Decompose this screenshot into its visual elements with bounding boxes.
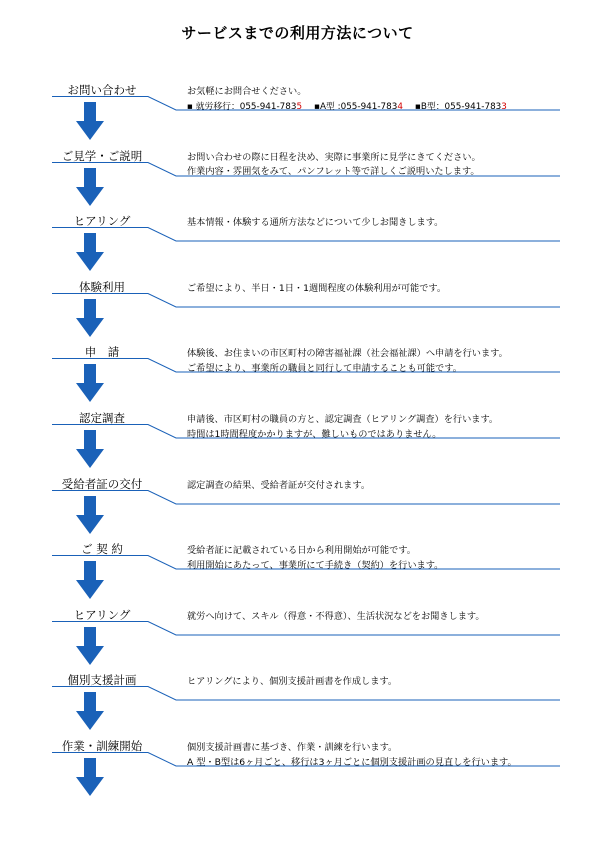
down-arrow-icon: [76, 364, 104, 402]
step-description: [187, 347, 508, 376]
down-arrow-icon: [76, 102, 104, 140]
description-line: お気軽にお問合せください。: [187, 86, 307, 97]
description-line: 利用開始にあたって、事業所にて手続き（契約）を行います。: [187, 559, 444, 571]
description-line: 時間は1時間程度かかりますが、難しいものではありません。: [187, 428, 442, 440]
down-arrow-icon: [76, 627, 104, 665]
description-line: ヒアリングにより、個別支援計画書を作成します。: [187, 676, 398, 688]
step-label: ご 契 約: [81, 542, 123, 557]
step-description: [187, 151, 481, 180]
flow-step: [0, 82, 595, 142]
page-title: サービスまでの利用方法について: [181, 24, 414, 42]
flow-step: [0, 541, 595, 601]
flow-step: [0, 738, 595, 798]
step-description: [187, 85, 507, 114]
step-description: [187, 610, 485, 625]
phone-number-text: ▪ 就労移行：055-941-783: [187, 101, 297, 112]
flow-step: [0, 672, 595, 732]
down-arrow-icon: [76, 168, 104, 206]
down-arrow-icon: [76, 692, 104, 730]
description-line: 個別支援計画書に基づき、作業・訓練を行います。: [187, 742, 398, 753]
step-label: ご見学・ご説明: [61, 148, 143, 163]
description-line: 基本情報・体験する通所方法などについて少しお聞きします。: [187, 217, 444, 229]
step-description: [187, 675, 397, 690]
phone-number-text: ▪A型 :055-941-783: [314, 101, 398, 112]
step-label: 申 請: [84, 345, 120, 360]
description-line: A 型・B型は6ヶ月ごと、移行は3ヶ月ごとに個別支援計画の見直しを行います。: [187, 756, 517, 768]
phone-number: [187, 100, 302, 115]
phone-numbers: [187, 100, 507, 115]
phone-number-last-digit: 4: [397, 101, 403, 112]
description-line: 認定調査の結果、受給者証が交付されます。: [187, 479, 371, 491]
down-arrow-icon: [76, 430, 104, 468]
description-line: 体験後、お住まいの市区町村の障害福祉課（社会福祉課）へ申請を行います。: [187, 348, 508, 360]
phone-number-text: ▪B型：055-941-783: [414, 101, 502, 112]
step-label: 作業・訓練開始: [61, 739, 143, 753]
step-label: お問い合わせ: [67, 83, 137, 97]
step-description: [187, 216, 443, 231]
step-label: 認定調査: [79, 411, 125, 425]
step-description: [187, 282, 446, 297]
phone-number: [314, 100, 403, 115]
down-arrow-icon: [76, 299, 104, 337]
step-description: [187, 479, 370, 494]
step-label: 個別支援計画: [67, 673, 137, 688]
step-label: ヒアリング: [73, 214, 131, 229]
step-description: [187, 413, 498, 442]
flow-step: [0, 279, 595, 339]
description-line: お問い合わせの際に日程を決め、実際に事業所に見学にきてください。: [187, 151, 481, 163]
flow-step: [0, 344, 595, 404]
description-line: 就労へ向けて、スキル（得意・不得意）、生活状況などをお聞きします。: [187, 610, 485, 622]
flow-step: [0, 148, 595, 208]
description-line: ご希望により、半日・1日・1週間程度の体験利用が可能です。: [187, 282, 447, 294]
description-line: ご希望により、事業所の職員と同行して申請することも可能です。: [187, 362, 462, 374]
step-label: ヒアリング: [73, 607, 131, 622]
step-label: 体験利用: [79, 279, 125, 294]
phone-number: [415, 100, 507, 115]
down-arrow-icon: [76, 233, 104, 271]
step-description: [187, 741, 517, 770]
flow-step: [0, 410, 595, 470]
flow-step: [0, 476, 595, 536]
description-line: 作業内容・雰囲気をみて、パンフレット等で詳しくご説明いたします。: [187, 166, 480, 178]
description-line: 受給者証に記載されている日から利用開始が可能です。: [187, 545, 416, 557]
down-arrow-icon: [76, 496, 104, 534]
flow-step: [0, 213, 595, 273]
phone-number-last-digit: 3: [501, 101, 507, 112]
step-description: [187, 544, 443, 573]
description-line: 申請後、市区町村の職員の方と、認定調査（ヒアリング調査）を行います。: [187, 414, 499, 425]
step-label: 受給者証の交付: [61, 476, 143, 491]
down-arrow-icon: [76, 561, 104, 599]
flow-step: [0, 607, 595, 667]
phone-number-last-digit: 5: [296, 101, 303, 112]
down-arrow-icon: [76, 758, 104, 796]
